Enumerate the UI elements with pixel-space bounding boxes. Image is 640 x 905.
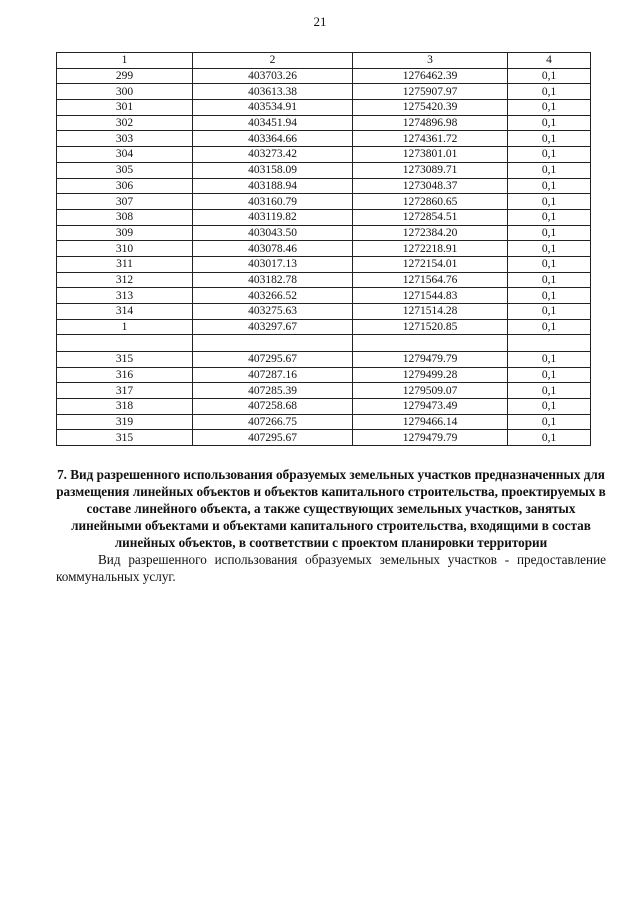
table-cell: 0,1	[508, 194, 591, 210]
table-cell: 313	[57, 288, 193, 304]
table-cell: 0,1	[508, 100, 591, 116]
table-cell-empty	[508, 335, 591, 352]
table-cell: 308	[57, 209, 193, 225]
table-cell: 1276462.39	[353, 68, 508, 84]
table-cell: 1272154.01	[353, 256, 508, 272]
table-cell: 403273.42	[193, 147, 353, 163]
table-row	[57, 241, 591, 257]
table-row	[57, 288, 591, 304]
table-header-row	[57, 53, 591, 69]
table-cell: 317	[57, 383, 193, 399]
table-cell: 1279479.79	[353, 351, 508, 367]
column-header: 2	[193, 53, 353, 69]
table-row	[57, 162, 591, 178]
table-cell: 307	[57, 194, 193, 210]
table-row	[57, 304, 591, 320]
table-cell: 0,1	[508, 256, 591, 272]
table-row	[57, 367, 591, 383]
table-row	[57, 209, 591, 225]
table-cell: 1272860.65	[353, 194, 508, 210]
table-cell: 0,1	[508, 241, 591, 257]
table-cell: 407266.75	[193, 414, 353, 430]
section-body-text: Вид разрешенного использования образуемых земельных участков - предоставление коммунальных услуг.	[56, 552, 606, 584]
table-cell: 1273801.01	[353, 147, 508, 163]
table-cell: 0,1	[508, 209, 591, 225]
table-cell: 312	[57, 272, 193, 288]
table-cell: 403703.26	[193, 68, 353, 84]
table-cell: 1273048.37	[353, 178, 508, 194]
table-cell: 1271514.28	[353, 304, 508, 320]
section-7	[56, 466, 606, 585]
table-cell: 309	[57, 225, 193, 241]
table-cell: 403534.91	[193, 100, 353, 116]
blank-separator-row	[57, 335, 591, 352]
table-cell: 0,1	[508, 383, 591, 399]
table-cell: 407295.67	[193, 430, 353, 446]
table-cell: 315	[57, 430, 193, 446]
table-cell: 407258.68	[193, 398, 353, 414]
table-cell: 299	[57, 68, 193, 84]
table-cell: 301	[57, 100, 193, 116]
table-row	[57, 147, 591, 163]
column-header: 4	[508, 53, 591, 69]
table-row	[57, 68, 591, 84]
table-cell: 1271520.85	[353, 319, 508, 335]
table-cell: 303	[57, 131, 193, 147]
table-cell: 403043.50	[193, 225, 353, 241]
table-cell: 1273089.71	[353, 162, 508, 178]
table-cell: 316	[57, 367, 193, 383]
table-cell: 0,1	[508, 367, 591, 383]
table-cell: 0,1	[508, 225, 591, 241]
table-cell-empty	[57, 335, 193, 352]
table-cell: 0,1	[508, 115, 591, 131]
table-row	[57, 319, 591, 335]
table-cell: 1271544.83	[353, 288, 508, 304]
table-cell-empty	[193, 335, 353, 352]
table-cell: 1	[57, 319, 193, 335]
table-cell: 403158.09	[193, 162, 353, 178]
column-header: 3	[353, 53, 508, 69]
section-heading: 7. Вид разрешенного использования образуемых земельных участков предназначенных для размещения линейных объектов и объектов капитального строительства, проектируемых в составе линейного объекта, а также существующих земельных участков, занятых линейными объектами и объектами капитального строительства, входящими в состав линейных объектов, в соответствии с проектом планировки территории	[56, 467, 606, 550]
table-cell: 403160.79	[193, 194, 353, 210]
table-cell: 311	[57, 256, 193, 272]
table-cell: 0,1	[508, 319, 591, 335]
table-cell: 0,1	[508, 272, 591, 288]
table-cell: 1279466.14	[353, 414, 508, 430]
table-cell: 1279473.49	[353, 398, 508, 414]
table-cell: 407295.67	[193, 351, 353, 367]
table-row	[57, 272, 591, 288]
table-cell: 0,1	[508, 68, 591, 84]
table-cell: 403613.38	[193, 84, 353, 100]
table-cell: 319	[57, 414, 193, 430]
page-number: 21	[313, 14, 327, 29]
table-cell: 407285.39	[193, 383, 353, 399]
table-cell: 1272218.91	[353, 241, 508, 257]
table-cell: 403266.52	[193, 288, 353, 304]
coordinates-table	[56, 52, 591, 446]
table-cell: 1275907.97	[353, 84, 508, 100]
table-cell: 300	[57, 84, 193, 100]
table-cell: 314	[57, 304, 193, 320]
table-cell: 315	[57, 351, 193, 367]
table-cell: 403451.94	[193, 115, 353, 131]
table-cell: 306	[57, 178, 193, 194]
table-cell: 403188.94	[193, 178, 353, 194]
table-cell: 302	[57, 115, 193, 131]
table-cell-empty	[353, 335, 508, 352]
table-cell: 305	[57, 162, 193, 178]
table-cell: 403275.63	[193, 304, 353, 320]
table-cell: 0,1	[508, 414, 591, 430]
table-cell: 1279499.28	[353, 367, 508, 383]
table-cell: 1274896.98	[353, 115, 508, 131]
table-cell: 1272384.20	[353, 225, 508, 241]
column-header: 1	[57, 53, 193, 69]
table-cell: 1279509.07	[353, 383, 508, 399]
table-cell: 403078.46	[193, 241, 353, 257]
table-cell: 1275420.39	[353, 100, 508, 116]
table-cell: 0,1	[508, 178, 591, 194]
table-cell: 403297.67	[193, 319, 353, 335]
table-cell: 0,1	[508, 351, 591, 367]
table-cell: 1279479.79	[353, 430, 508, 446]
table-row	[57, 351, 591, 367]
table-cell: 0,1	[508, 398, 591, 414]
table-cell: 407287.16	[193, 367, 353, 383]
table-cell: 403017.13	[193, 256, 353, 272]
table-row	[57, 414, 591, 430]
table-row	[57, 398, 591, 414]
table-cell: 318	[57, 398, 193, 414]
table-cell: 310	[57, 241, 193, 257]
table-cell: 403182.78	[193, 272, 353, 288]
table-cell: 0,1	[508, 147, 591, 163]
table-row	[57, 131, 591, 147]
table-row	[57, 383, 591, 399]
table-cell: 403119.82	[193, 209, 353, 225]
table-cell: 0,1	[508, 304, 591, 320]
table-cell: 0,1	[508, 430, 591, 446]
table-cell: 0,1	[508, 84, 591, 100]
table-cell: 0,1	[508, 131, 591, 147]
coordinates-table-body	[57, 53, 591, 446]
table-row	[57, 84, 591, 100]
table-row	[57, 178, 591, 194]
table-row	[57, 430, 591, 446]
table-row	[57, 115, 591, 131]
table-cell: 1271564.76	[353, 272, 508, 288]
table-cell: 304	[57, 147, 193, 163]
table-cell: 1274361.72	[353, 131, 508, 147]
table-row	[57, 225, 591, 241]
table-row	[57, 100, 591, 116]
table-row	[57, 194, 591, 210]
table-cell: 403364.66	[193, 131, 353, 147]
table-cell: 0,1	[508, 162, 591, 178]
table-cell: 1272854.51	[353, 209, 508, 225]
table-cell: 0,1	[508, 288, 591, 304]
table-row	[57, 256, 591, 272]
